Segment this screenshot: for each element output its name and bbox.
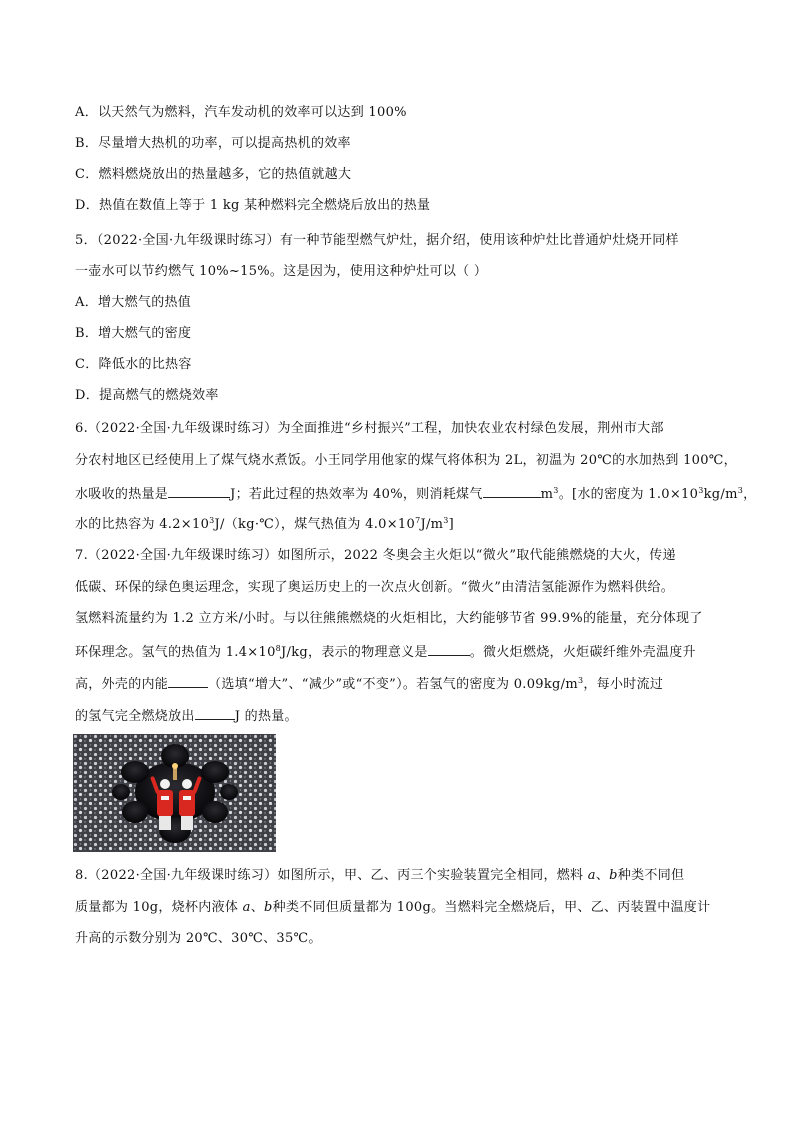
q6-text: m — [540, 487, 554, 502]
superscript: 3 — [698, 486, 704, 495]
variable-a: a — [587, 868, 596, 883]
q7-text: J/kg，表示的物理意义是 — [281, 645, 428, 660]
q5-option-d: D．提高燃气的燃烧效率 — [75, 388, 219, 403]
q8-stem-line-3: 升高的示数分别为 20℃、30℃、35℃。 — [75, 931, 322, 946]
q6-text: J；若此过程的热效率为 40%，则消耗煤气 — [230, 487, 483, 502]
q7-text: J 的热量。 — [234, 709, 298, 724]
q8-text: 质量都为 10g，烧杯内液体 — [75, 900, 243, 915]
q6-stem-line-3 — [75, 484, 756, 504]
superscript: 3 — [443, 516, 449, 525]
answer-blank-heat-released[interactable] — [195, 706, 235, 720]
q8-text: 种类不同但 — [617, 868, 685, 883]
q8-stem-line-2 — [75, 899, 710, 917]
q6-text: J/m — [420, 517, 444, 532]
superscript: 8 — [275, 644, 282, 653]
superscript: 7 — [415, 516, 421, 525]
q7-stem-line-2: 低碳、环保的绿色奥运理念，实现了奥运历史上的一次点火创新。“微火”由清洁氢能源作为燃料供给。 — [75, 580, 675, 595]
q6-text: J/（kg·℃），煤气热值为 4.0×10 — [214, 517, 416, 532]
answer-blank-internal-energy[interactable] — [168, 674, 208, 688]
answer-blank-gas-volume[interactable] — [483, 484, 541, 498]
q4-option-b: B．尽量增大热机的功率，可以提高热机的效率 — [75, 136, 351, 151]
q8-text: 种类不同但质量都为 100g。当燃料完全燃烧后，甲、乙、丙装置中温度计 — [272, 900, 711, 915]
q7-stem-line-5 — [75, 674, 663, 694]
q6-text: ] — [448, 517, 455, 532]
q7-text: 。微火炬燃烧，火炬碳纤维外壳温度升 — [469, 645, 696, 660]
q8-text: 、 — [250, 900, 265, 915]
q6-stem-line-4 — [75, 516, 454, 534]
answer-blank-heat-absorbed[interactable] — [168, 484, 230, 498]
superscript: 3 — [553, 486, 559, 495]
superscript: 3 — [209, 516, 215, 525]
q6-stem-line-2: 分农村地区已经使用上了煤气烧水煮饭。小王同学用他家的煤气将体积为 2L，初温为 20℃的水加热到 100℃， — [75, 453, 737, 468]
q7-text: 环保理念。氢气的热值为 1.4×10 — [75, 645, 276, 660]
olympic-torch-photo — [73, 734, 276, 852]
q8-text: 、 — [595, 868, 610, 883]
q7-text: 的氢气完全燃烧放出 — [75, 709, 195, 724]
variable-a: a — [242, 900, 251, 915]
variable-b: b — [609, 868, 618, 883]
q4-option-a: A．以天然气为燃料，汽车发动机的效率可以达到 100% — [75, 105, 407, 120]
q7-stem-line-4 — [75, 642, 696, 662]
variable-b: b — [264, 900, 273, 915]
olympic-torch-illustration — [73, 734, 276, 852]
q6-text: 水吸收的热量是 — [75, 487, 169, 502]
q8-text: 8.（2022·全国·九年级课时练习）如图所示，甲、乙、丙三个实验装置完全相同，燃料 — [75, 868, 588, 883]
q5-option-c: C．降低水的比热容 — [75, 357, 192, 372]
q6-text: ， — [743, 487, 757, 502]
q5-stem-line-2: 一壶水可以节约燃气 10%~15%。这是因为，使用这种炉灶可以（ ） — [75, 264, 488, 279]
q8-stem-line-1 — [75, 867, 684, 885]
q7-text: 高，外壳的内能 — [75, 677, 169, 692]
q7-stem-line-1: 7.（2022·全国·九年级课时练习）如图所示，2022 冬奥会主火炬以“微火”取代能熊燃烧的大火，传递 — [75, 548, 676, 563]
q7-stem-line-6 — [75, 706, 298, 726]
q6-text: 。[水的密度为 1.0×10 — [558, 487, 699, 502]
q6-text: kg/m — [703, 487, 738, 502]
q5-option-a: A．增大燃气的热值 — [75, 295, 192, 310]
q7-text: （选填“增大”、“减少”或“不变”）。若氢气的密度为 0.09kg/m — [208, 677, 578, 692]
q7-stem-line-3: 氢燃料流量约为 1.2 立方米/小时。与以往熊熊燃烧的火炬相比，大约能够节省 99.9%的能量，充分体现了 — [75, 611, 703, 626]
superscript: 3 — [737, 486, 744, 495]
superscript: 3 — [577, 676, 584, 685]
q5-option-b: B．增大燃气的密度 — [75, 326, 192, 341]
q4-option-d: D．热值在数值上等于 1 kg 某种燃料完全燃烧后放出的热量 — [75, 198, 431, 213]
q7-text: ，每小时流过 — [583, 677, 664, 692]
answer-blank-physical-meaning[interactable] — [428, 642, 470, 656]
q6-stem-line-1: 6.（2022·全国·九年级课时练习）为全面推进“乡村振兴”工程，加快农业农村绿色发展，荆州市大部 — [75, 421, 664, 436]
q5-stem-line-1: 5．（2022·全国·九年级课时练习）有一种节能型燃气炉灶，据介绍，使用该种炉灶比普通炉灶烧开同样 — [75, 233, 679, 248]
q6-text: 水的比热容为 4.2×10 — [75, 517, 210, 532]
q4-option-c: C．燃料燃烧放出的热量越多，它的热值就越大 — [75, 167, 352, 182]
